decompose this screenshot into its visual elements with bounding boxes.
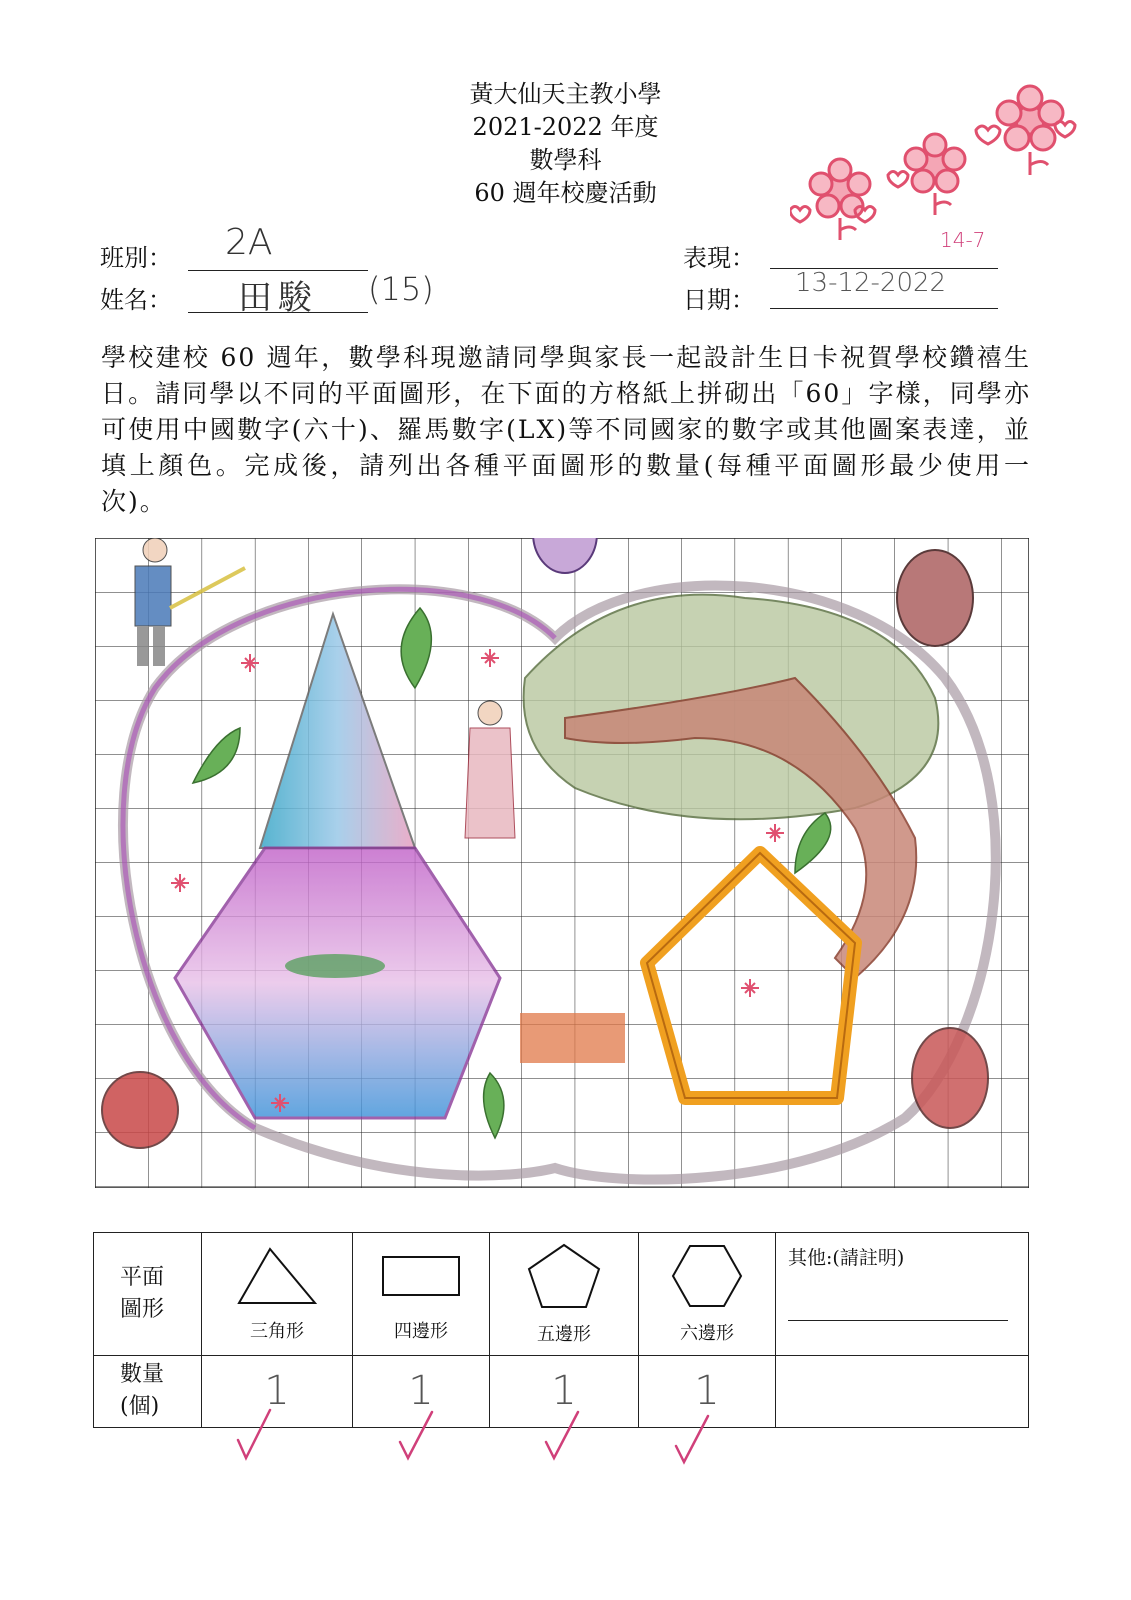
document-header [0,78,1131,210]
date-label: 日期： [683,286,755,314]
school-year: 2021-2022 年度 [472,113,659,141]
grid-paper-drawing [95,538,1029,1188]
hexagon-name: 六邊形 [680,1322,734,1344]
pentagon-cell [490,1233,639,1356]
performance-label: 表現： [683,244,755,272]
school-name: 黃大仙天主教小學 [469,80,662,108]
activity-title: 60 週年校慶活動 [474,179,657,207]
pentagon-name: 五邊形 [537,1323,591,1345]
hexagon-cell [639,1233,776,1356]
rectangle-shape [520,1013,625,1063]
date-value[interactable]: 13-12-2022 [795,268,947,298]
others-label: 其他:(請註明) [788,1247,905,1269]
others-cell [776,1233,1029,1356]
shapes-count-table [93,1232,1029,1428]
pentagon-count: 1 [551,1368,577,1415]
teacher-check-marks [220,1400,740,1470]
count-row-header [94,1355,202,1427]
triangle-icon [235,1245,319,1307]
shape-header-line1: 平面 [120,1264,165,1290]
class-value[interactable]: 2A [225,222,273,263]
shape-header-line2: 圖形 [120,1296,165,1322]
others-count-cell[interactable] [776,1355,1029,1427]
shape-row-header [94,1233,202,1356]
quadrilateral-count: 1 [408,1368,434,1415]
quadrilateral-cell [353,1233,490,1356]
count-header-line2: (個) [120,1394,160,1420]
triangle-count: 1 [264,1368,290,1415]
subject-title: 數學科 [529,146,602,174]
triangle-name: 三角形 [250,1320,304,1342]
name-label: 姓名： [100,286,172,314]
pentagon-icon [526,1242,602,1310]
class-label: 班別： [100,244,172,272]
count-header-line1: 數量 [120,1362,165,1388]
class-number-value[interactable]: (15) [368,270,434,308]
hexagon-icon [670,1243,744,1309]
check-icon [676,1416,708,1462]
check-icon [546,1412,578,1458]
grid-drawing-svg [95,538,1029,1188]
others-blank-line[interactable] [788,1320,1008,1321]
performance-value: 14-7 [940,228,986,252]
triangle-cell [202,1233,353,1356]
rectangle-icon [379,1245,463,1307]
hexagon-count: 1 [694,1368,720,1415]
name-value[interactable]: 田駿 [238,278,318,318]
date-field-line [770,308,998,309]
check-icon [400,1412,432,1458]
check-icon [238,1410,270,1458]
quadrilateral-name: 四邊形 [394,1320,448,1342]
instructions-paragraph: 學校建校 60 週年，數學科現邀請同學與家長一起設計生日卡祝賀學校鑽禧生日。請同學以不同的平面圖形，在下面的方格紙上拼砌出「60」字樣，同學亦可使用中國數字(六十)、羅馬數字(LX)等不同國家的數字或其他圖案表達，並填上顏色。完成後，請列出各種平面圖形的數量(每種平面圖形最少使用一次)。 [101,343,1031,516]
